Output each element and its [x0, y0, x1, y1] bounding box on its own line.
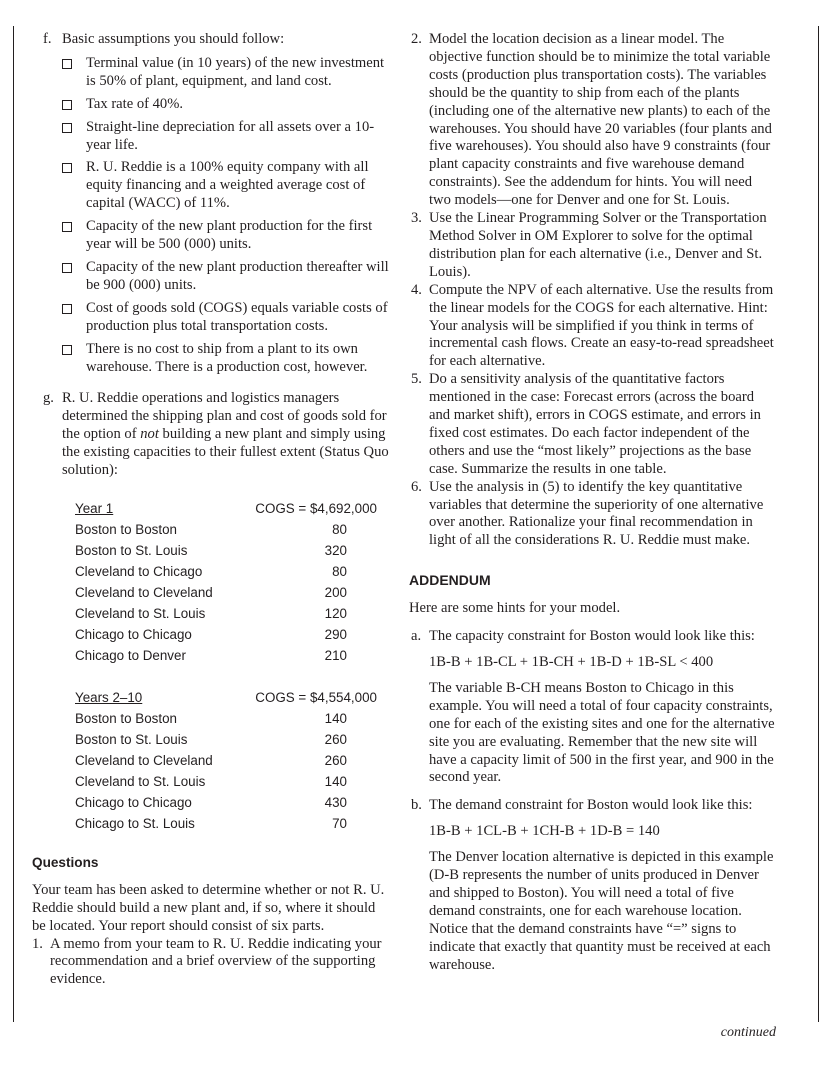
table-row: Cleveland to St. Louis 120 [75, 605, 347, 621]
checkbox-bullet-icon [62, 222, 72, 232]
status-quo-table [75, 498, 377, 834]
table-row: Chicago to Chicago 290 [75, 626, 347, 642]
table-row: Cleveland to Chicago 80 [75, 563, 347, 579]
years2-10-cogs: COGS = $4,554,000 [255, 689, 377, 705]
question-item-6: 6. Use the analysis in (5) to identify the key quantitative variables that determine the superiority of one alternative over another. Rationalize your final recommendation in light of all the considerations R. U. Reddie must make. [411, 478, 764, 549]
item-f-title: Basic assumptions you should follow: [62, 31, 285, 47]
continued-label: continued [720, 1025, 776, 1040]
question-item-1 [32, 936, 392, 990]
table-row: Chicago to Chicago 430 [75, 794, 347, 810]
item-g-text: R. U. Reddie operations and logistics managers determined the shipping plan and cost of goods sold for the option of not building a new plant and simply using the existing capacities to their fullest extent (Status Quo solution): [62, 390, 389, 479]
table-row: Cleveland to St. Louis 140 [75, 773, 347, 789]
question-item-2: 2. Model the location decision as a linear model. The objective function should be to minimize the total variable costs (production plus transportation costs). The variables should be the quantity to ship from each of the plants (including one of the alternative new plants) to each of the warehouses. You should have 20 variables (four plants and five warehouses). You should also have 9 constraints (four plant capacity constraints and five warehouse demand constraints). See the addendum for hints. You will need two models—one for Denver and one for St. Louis. [411, 31, 772, 209]
checkbox-bullet-icon [62, 345, 72, 355]
checkbox-bullet-icon [62, 304, 72, 314]
item-f-marker: f. [43, 31, 52, 47]
table-row: Boston to St. Louis 320 [75, 542, 347, 558]
checkbox-bullet-icon [62, 263, 72, 273]
table-row: Chicago to St. Louis 70 [75, 815, 347, 831]
addendum-heading: ADDENDUM [409, 572, 491, 589]
checkbox-bullet-icon [62, 59, 72, 69]
addendum-item-a: a. The capacity constraint for Boston would look like this: 1B-B + 1B-CL + 1B-CH + 1B-D + 1B-SL < 400 The variable B-CH means Boston to Chicago in this example. You will need a total of four capacity constraints, one for each of the existing sites and one for the alternative site you are evaluating. Remember that the new site will have a capacity limit of 500 in the first year, and 900 in the second year. [409, 628, 777, 787]
years2-10-label: Years 2–10 [75, 689, 143, 705]
question-item-5: 5. Do a sensitivity analysis of the quantitative factors mentioned in the case: Forecast errors (across the board and market shift), errors in COGS estimate, and errors in fixed cost estimates. Do each factor independent of the others and use the “most likely” projections as the base case. Summarize the results in one table. [411, 371, 761, 477]
assumption-item: Straight-line depreciation for all assets over a 10-year life. [32, 119, 392, 155]
item-g [32, 390, 392, 480]
year1-cogs: COGS = $4,692,000 [255, 500, 377, 516]
assumption-item: There is no cost to ship from a plant to its own warehouse. There is a production cost, however. [32, 341, 392, 377]
right-margin-rule [818, 26, 819, 1022]
table-row: Boston to Boston 80 [75, 521, 347, 537]
checkbox-bullet-icon [62, 100, 72, 110]
left-margin-rule [13, 26, 14, 1022]
table-row: Boston to Boston 140 [75, 710, 347, 726]
question-item-3: 3. Use the Linear Programming Solver or the Transportation Method Solver in OM Explorer to solve for the optimal distribution plan for each alternative (i.e., Denver and St. Louis). [411, 210, 767, 280]
question-item-4: 4. Compute the NPV of each alternative. Use the results from the linear models for the COGS for each alternative. Hint: Your analysis will be simplified if you think in terms of incremental cash flows. Create an easy-to-read spreadsheet for each alternative. [411, 281, 774, 370]
item-f [32, 31, 392, 49]
table-row: Cleveland to Cleveland 260 [75, 752, 347, 768]
table-row: Cleveland to Cleveland 200 [75, 584, 347, 600]
question-item-1-marker: 1. [32, 935, 43, 952]
assumption-item: Capacity of the new plant production thereafter will be 900 (000) units. [32, 259, 392, 295]
assumption-item: R. U. Reddie is a 100% equity company with all equity financing and a weighted average cost of capital (WACC) of 11%. [32, 159, 392, 213]
years2-10-header [75, 687, 377, 708]
assumptions-list [32, 55, 392, 377]
questions-intro: Your team has been asked to determine whether or not R. U. Reddie should build a new plant and, if so, where it should be located. Your report should consist of six parts. [32, 881, 385, 934]
checkbox-bullet-icon [62, 163, 72, 173]
capacity-constraint-formula: 1B-B + 1B-CL + 1B-CH + 1B-D + 1B-SL < 400 [429, 654, 714, 670]
demand-constraint-formula: 1B-B + 1CL-B + 1CH-B + 1D-B = 140 [429, 823, 660, 840]
year1-header [75, 498, 377, 519]
year1-label: Year 1 [75, 500, 114, 516]
left-column [32, 31, 392, 989]
question-item-1-text: A memo from your team to R. U. Reddie indicating your recommendation and a brief overview of the supporting evidence. [50, 935, 382, 988]
item-g-marker: g. [43, 390, 54, 407]
table-row: Boston to St. Louis 260 [75, 731, 347, 747]
questions-heading: Questions [32, 854, 99, 870]
assumption-item: Tax rate of 40%. [32, 96, 392, 114]
assumption-item: Terminal value (in 10 years) of the new investment is 50% of plant, equipment, and land cost. [32, 55, 392, 91]
addendum-item-b: b. The demand constraint for Boston would look like this: 1B-B + 1CL-B + 1CH-B + 1D-B = 140 The Denver location alternative is depicted in this example (D-B represents the number of units produced in Denver and shipped to Boston). You will need a total of five demand constraints, one for each warehouse location. Notice that the demand constraints have “=” signs to indicate that exactly that quantity must be received at each warehouse. [409, 797, 777, 974]
right-column [409, 31, 777, 975]
assumption-item: Cost of goods sold (COGS) equals variable costs of production plus total transportation costs. [32, 300, 392, 336]
addendum-intro: Here are some hints for your model. [409, 600, 621, 617]
assumption-item: Capacity of the new plant production for the first year will be 500 (000) units. [32, 218, 392, 254]
checkbox-bullet-icon [62, 123, 72, 133]
table-row: Chicago to Denver 210 [75, 647, 347, 663]
